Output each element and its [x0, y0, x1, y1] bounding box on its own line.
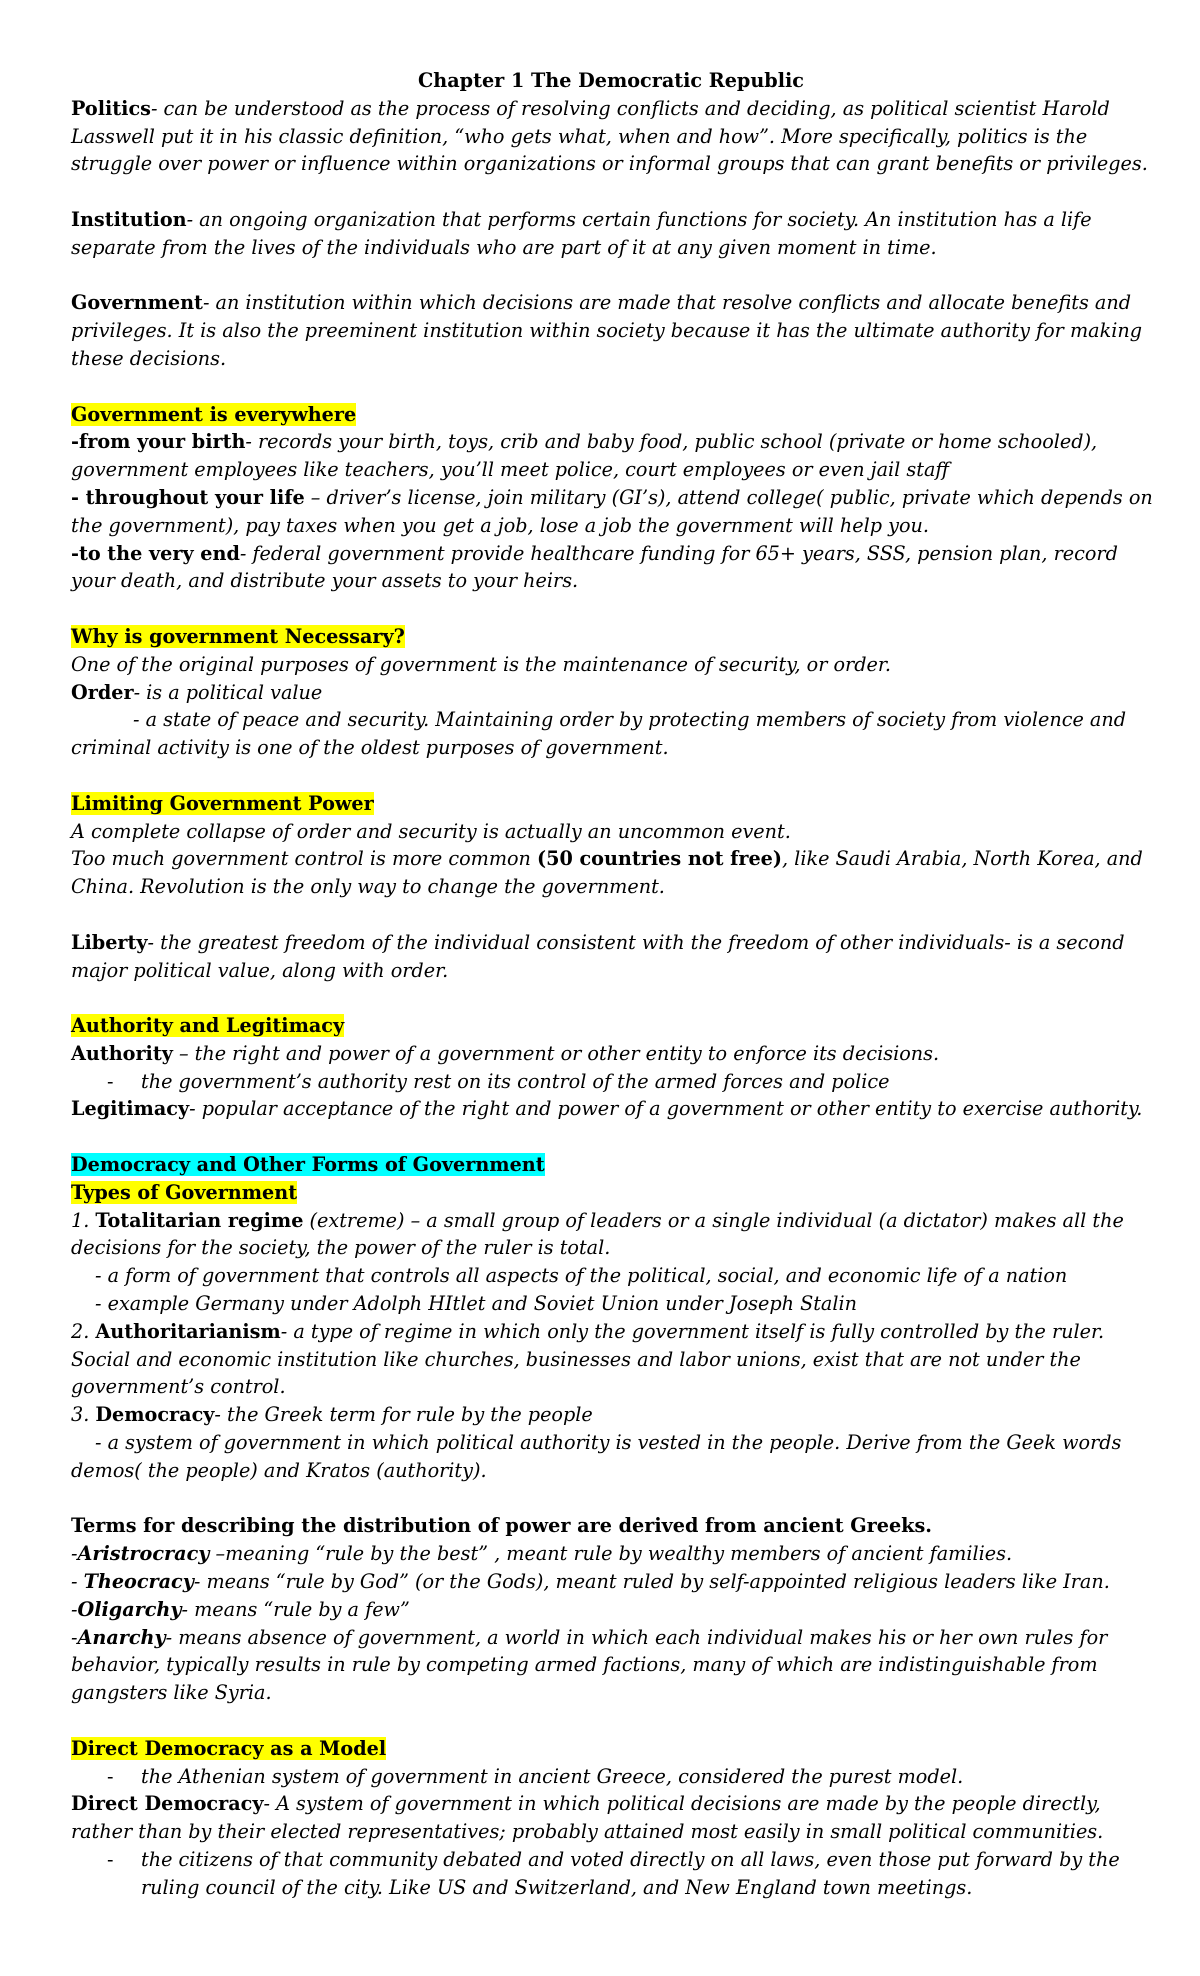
institution-definition: Institution- an ongoing organization that performs certain functions for society. An institution has a life: [71, 207, 1092, 231]
direct-line: ruling council of the city. Like US and Switzerland, and New England town meetings.: [141, 1875, 973, 1899]
legitimacy-definition: Legitimacy- popular acceptance of the right and power of a government or other entity to exercise authority.: [71, 1097, 1143, 1121]
order-definition: Order- is a political value: [71, 680, 323, 704]
section-heading-everywhere: Government is everywhere: [71, 402, 357, 426]
page-title: Chapter 1 The Democratic Republic: [418, 69, 804, 92]
term-order: Order: [71, 680, 134, 704]
term-authority: Authority: [71, 1041, 173, 1065]
direct-line: rather than by their elected representatives; probably attained most easily in small political communities.: [71, 1820, 1104, 1844]
politics-line: struggle over power or influence within organizations or informal groups that can grant benefits or privileges.: [71, 152, 1148, 176]
section-heading-necessary: Why is government Necessary?: [71, 624, 405, 648]
authoritarianism-line: Social and economic institution like churches, businesses and labor unions, exist that are not under the: [71, 1347, 1081, 1371]
term-theocracy: - Theocracy- means “rule by God” (or the Gods), meant ruled by self-appointed religious leaders like Iran.: [71, 1570, 1110, 1594]
section-heading-forms: Democracy and Other Forms of Government: [71, 1153, 545, 1177]
order-line: criminal activity is one of the oldest purposes of government.: [71, 736, 669, 760]
section-heading-authority: Authority and Legitimacy: [71, 1014, 345, 1038]
term-institution: Institution: [71, 207, 187, 231]
term-aristocracy: -Aristrocracy –meaning “rule by the best” , meant rule by wealthy members of ancient families.: [71, 1542, 1013, 1566]
birth-item: -from your birth- records your birth, toys, crib and baby food, public school (private or home schooled),: [71, 430, 1098, 454]
liberty-line: major political value, along with order.: [71, 958, 449, 982]
limiting-line: A complete collapse of order and security is actually an uncommon event.: [71, 819, 791, 843]
government-line: these decisions.: [71, 346, 227, 370]
government-line: privileges. It is also the preeminent institution within society because it has the ultimate authority for making: [71, 319, 1142, 343]
government-definition: Government- an institution within which decisions are made that resolve conflicts and allocate benefits and: [71, 291, 1132, 315]
order-line: - a state of peace and security. Maintaining order by protecting members of society from violence and: [133, 708, 1126, 732]
authoritarianism-line: government’s control.: [71, 1375, 286, 1399]
direct-bullet: - the Athenian system of government in ancient Greece, considered the purest model.: [107, 1764, 964, 1788]
anarchy-line: behavior, typically results in rule by competing armed factions, many of which are indistinguishable from: [71, 1653, 1098, 1677]
subheading-types: Types of Government: [71, 1180, 298, 1204]
type-totalitarian: 1. Totalitarian regime (extreme) – a small group of leaders or a single individual (a dictator) makes all the: [71, 1208, 1124, 1232]
life-line: the government), pay taxes when you get a job, lose a job the government will help you.: [71, 513, 929, 537]
term-direct-democracy: Direct Democracy: [71, 1792, 264, 1816]
direct-bullet: - the citizens of that community debated and voted directly on all laws, even those put forward by the: [107, 1848, 1120, 1871]
end-line: your death, and distribute your assets to your heirs.: [71, 569, 579, 593]
limiting-line: China. Revolution is the only way to change the government.: [71, 875, 665, 899]
document-page: [71, 67, 1151, 1902]
liberty-definition: Liberty- the greatest freedom of the individual consistent with the freedom of other individuals- is a second: [71, 930, 1125, 954]
totalitarian-line: - example Germany under Adolph HItlet and Soviet Union under Joseph Stalin: [95, 1292, 857, 1316]
greeks-heading: Terms for describing the distribution of power are derived from ancient Greeks.: [71, 1514, 932, 1538]
democracy-line: - a system of government in which political authority is vested in the people. Derive from the Geek words: [95, 1431, 1122, 1455]
authority-definition: Authority – the right and power of a government or other entity to enforce its decisions.: [71, 1041, 940, 1065]
section-heading-direct: Direct Democracy as a Model: [71, 1736, 387, 1760]
politics-line: Lasswell put it in his classic definition, “who gets what, when and how”. More specifically, politics is the: [71, 124, 1088, 148]
direct-definition: Direct Democracy- A system of government in which political decisions are made by the people directly,: [71, 1792, 1101, 1816]
necessary-line: One of the original purposes of government is the maintenance of security, or order.: [71, 652, 892, 676]
life-item: - throughout your life – driver’s license, join military (GI’s), attend college( public, private which depends on: [71, 485, 1153, 509]
term-liberty: Liberty: [71, 930, 148, 954]
politics-definition: Politics- can be understood as the process of resolving conflicts and deciding, as political scientist Harold: [71, 96, 1110, 120]
term-politics: Politics: [71, 96, 151, 120]
term-legitimacy: Legitimacy: [71, 1097, 190, 1121]
totalitarian-line: - a form of government that controls all aspects of the political, social, and economic life of a nation: [95, 1264, 1068, 1288]
term-oligarchy: -Oligarchy- means “rule by a few”: [71, 1597, 410, 1621]
totalitarian-line: decisions for the society, the power of the ruler is total.: [71, 1236, 611, 1260]
end-item: -to the very end- federal government provide healthcare funding for 65+ years, SSS, pension plan, record: [71, 541, 1118, 565]
term-anarchy: -Anarchy- means absence of government, a world in which each individual makes his or her own rules for: [71, 1625, 1108, 1649]
type-democracy: 3. Democracy- the Greek term for rule by the people: [71, 1403, 593, 1427]
term-government: Government: [71, 291, 203, 315]
authority-bullet: - the government’s authority rest on its control of the armed forces and police: [107, 1069, 890, 1093]
democracy-line: demos( the people) and Kratos (authority).: [71, 1458, 487, 1482]
institution-line: separate from the lives of the individuals who are part of it at any given moment in time.: [71, 235, 937, 259]
limiting-line: Too much government control is more common (50 countries not free), like Saudi Arabia, North Korea, and: [71, 847, 1143, 871]
type-authoritarianism: 2. Authoritarianism- a type of regime in which only the government itself is fully controlled by the ruler.: [71, 1319, 1105, 1343]
birth-line: government employees like teachers, you’ll meet police, court employees or even jail staff: [71, 458, 950, 482]
anarchy-line: gangsters like Syria.: [71, 1681, 272, 1705]
section-heading-limiting: Limiting Government Power: [71, 791, 374, 815]
